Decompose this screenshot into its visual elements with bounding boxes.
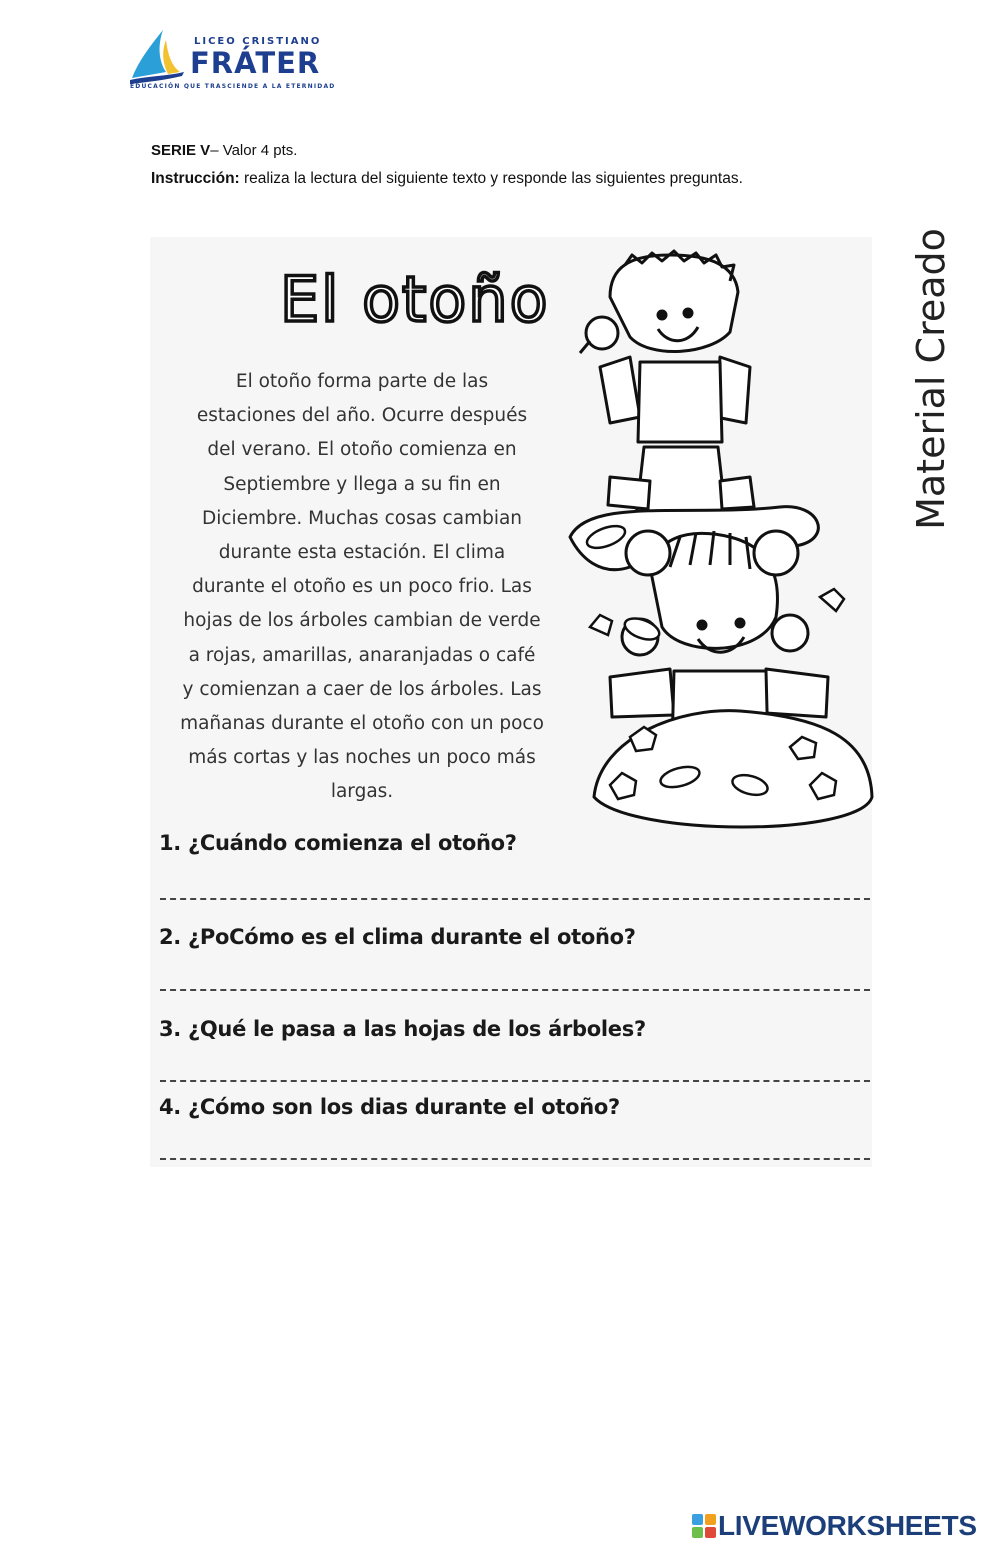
instruction-paragraph — [151, 167, 861, 191]
logo-tagline: EDUCACIÓN QUE TRASCIENDE A LA ETERNIDAD — [130, 83, 336, 90]
autumn-kids-illustration — [570, 237, 872, 837]
side-credit-text: Material Creado — [908, 228, 953, 530]
answer-line-4[interactable] — [160, 1158, 870, 1160]
sail-logo-icon — [128, 28, 198, 88]
liveworksheets-text: LIVEWORKSHEETS — [718, 1510, 977, 1541]
serie-value: – Valor 4 pts. — [210, 142, 298, 159]
side-credit-text-area — [870, 228, 953, 537]
instruction-text: realiza la lectura del siguiente texto y responde las siguientes preguntas. — [239, 170, 743, 187]
logo-school-name: FRÁTER — [190, 46, 321, 80]
question-3: 3. ¿Qué le pasa a las hojas de los árboles? — [159, 1017, 646, 1041]
school-logo — [128, 28, 358, 98]
serie-heading — [151, 142, 297, 159]
question-4: 4. ¿Cómo son los dias durante el otoño? — [159, 1095, 620, 1119]
answer-line-3[interactable] — [160, 1080, 870, 1082]
question-1: 1. ¿Cuándo comienza el otoño? — [159, 831, 517, 855]
instruction-label: Instrucción: — [151, 170, 240, 187]
worksheet-title: El otoño — [280, 263, 550, 336]
answer-line-1[interactable] — [160, 898, 870, 900]
answer-line-2[interactable] — [160, 989, 870, 991]
liveworksheets-logo-icon — [692, 1514, 716, 1538]
logo-school-type: LICEO CRISTIANO — [194, 36, 322, 47]
worksheet-image — [150, 228, 953, 1167]
reading-passage: El otoño forma parte de las estaciones del año. Ocurre después del verano. El otoño comienza en Septiembre y llega a su fin en Diciembre. Muchas cosas cambian durante esta estación. El clima durante el otoño es un poco frio. Las hojas de los árboles cambian de verde a rojas, amarillas, anaranjadas o café y comienzan a caer de los árboles. Las mañanas durante el otoño con un poco más cortas y las noches un poco más largas. — [180, 371, 544, 803]
serie-label: SERIE V — [151, 142, 211, 159]
question-2: 2. ¿PoCómo es el clima durante el otoño? — [159, 925, 636, 949]
